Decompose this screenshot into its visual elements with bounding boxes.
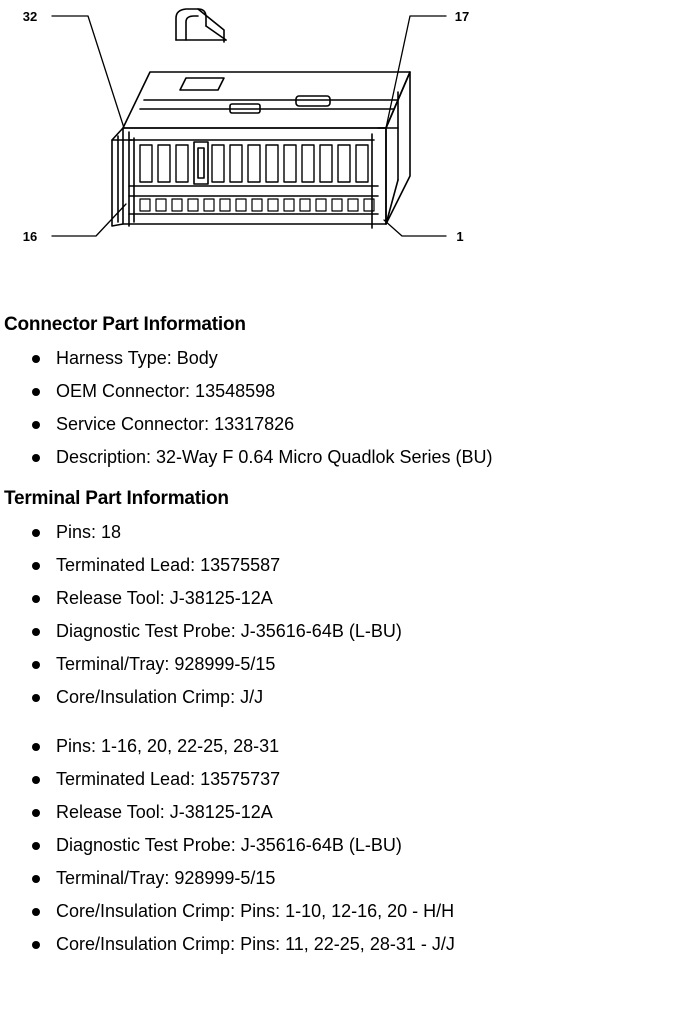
list-item: Terminated Lead: 13575737	[28, 763, 688, 796]
section-title-terminal-part-information: Terminal Part Information	[4, 488, 229, 509]
list-item: Release Tool: J-38125-12A	[28, 796, 688, 829]
list-item: Pins: 18	[28, 516, 688, 549]
list-item: Pins: 1-16, 20, 22-25, 28-31	[28, 730, 688, 763]
terminal-part-information-list-group-2	[0, 730, 688, 961]
list-group-separator	[0, 714, 688, 730]
list-item: Terminal/Tray: 928999-5/15	[28, 862, 688, 895]
connector-part-information-list	[0, 342, 688, 474]
callout-17: 17	[454, 9, 470, 24]
list-item: Harness Type: Body	[28, 342, 688, 375]
list-item: Description: 32-Way F 0.64 Micro Quadlok Series (BU)	[28, 441, 688, 474]
list-item: Release Tool: J-38125-12A	[28, 582, 688, 615]
part-information-content	[0, 300, 688, 961]
list-item: Terminal/Tray: 928999-5/15	[28, 648, 688, 681]
list-item: Core/Insulation Crimp: Pins: 11, 22-25, 28-31 - J/J	[28, 928, 688, 961]
list-item: Service Connector: 13317826	[28, 408, 688, 441]
list-item: Core/Insulation Crimp: J/J	[28, 681, 688, 714]
list-item: Core/Insulation Crimp: Pins: 1-10, 12-16, 20 - H/H	[28, 895, 688, 928]
list-item: Diagnostic Test Probe: J-35616-64B (L-BU)	[28, 829, 688, 862]
list-item: Terminated Lead: 13575587	[28, 549, 688, 582]
terminal-part-information-list-group-1	[0, 516, 688, 714]
connector-diagram	[0, 0, 688, 300]
callout-16: 16	[22, 229, 38, 244]
connector-drawing	[0, 0, 688, 300]
callout-1: 1	[456, 229, 464, 244]
callout-32: 32	[22, 9, 38, 24]
list-item: OEM Connector: 13548598	[28, 375, 688, 408]
list-item: Diagnostic Test Probe: J-35616-64B (L-BU)	[28, 615, 688, 648]
section-title-connector-part-information: Connector Part Information	[4, 314, 246, 335]
